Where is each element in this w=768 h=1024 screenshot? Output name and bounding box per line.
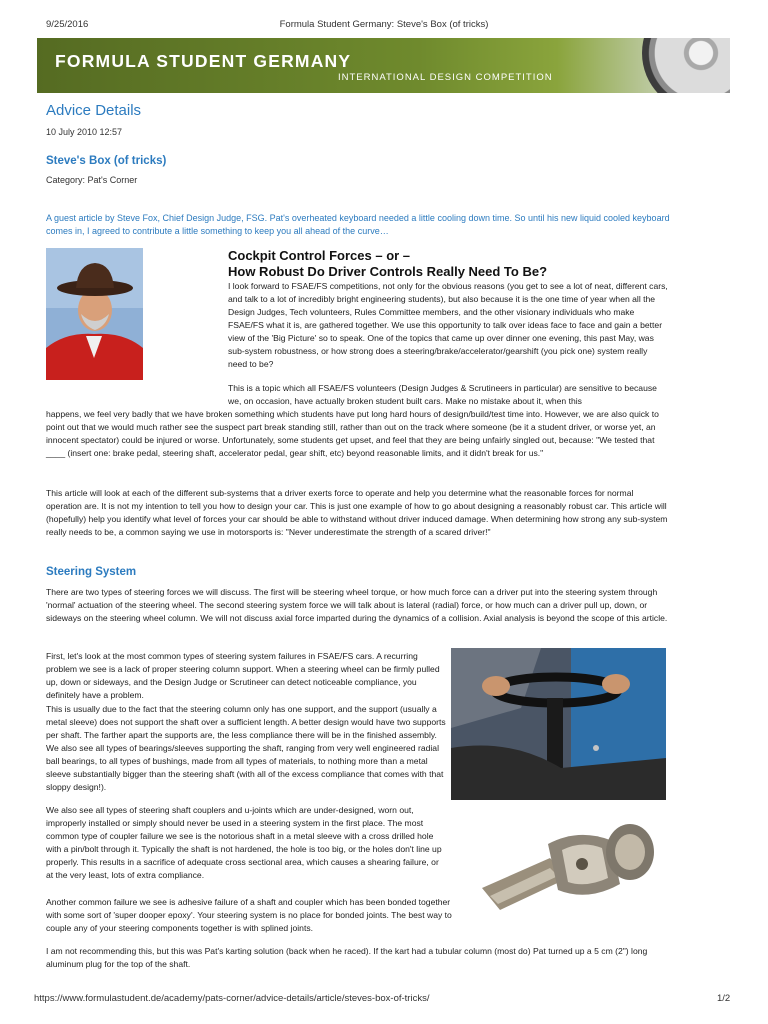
paragraph-4: There are two types of steering forces we will discuss. The first will be steering wheel torque, or how much force can a driver put into the steering system through 'normal' actuation of the steering wheel. The second steering system force we will talk about is lateral (radial) force, or how much can a driver pull up, down, or sideways on the steering wheel column. We will not discuss axial force imparted during the dynamics of a collision. Axial analysis is beyond the scope of this article. — [46, 587, 668, 623]
section-title: Advice Details — [46, 102, 142, 119]
heading-line-2: How Robust Do Driver Controls Really Need To Be? — [228, 264, 548, 279]
paragraph-6: This is usually due to the fact that the steering column only has one support, and the support (usually a metal sleeve) does not support the shaft over a sufficient length. A better design would have two supports per shaft. The farther apart the supports are, the less compliance there will be in the finished assembly. We also see all types of bearings/sleeves supporting the shaft, ranging from very well engineered radial ball bearings, to all types of bushings, made from all types of materials, to nothing more than a metal sleeve substantially bigger than the steering shaft (with all of the excess compliance that comes with that sloppy design!). — [46, 704, 446, 792]
steering-system-title: Steering System — [46, 566, 137, 578]
paragraph-5: First, let's look at the most common types of steering system failures in FSAE/FS cars. A recurring problem we see is a lack of proper steering column support. When a steering wheel can be firmly pulled up, down or sideways, and the Design Judge or Scrutineer can detect noticeable compliance, you definitely have a problem. — [46, 651, 440, 700]
banner-title: FORMULA STUDENT GERMANY — [55, 51, 352, 71]
article-date: 10 July 2010 12:57 — [46, 127, 123, 137]
steering-wheel-photo — [451, 648, 666, 800]
article-intro: A guest article by Steve Fox, Chief Design Judge, FSG. Pat's overheated keyboard needed a little cooling down time. So until his new liquid cooled keyboard comes in, I agreed to contribute a little something to keep you all ahead of the curve… — [46, 213, 670, 236]
print-url[interactable]: https://www.formulastudent.de/academy/pats-corner/advice-details/article/steves-box-of-tricks/ — [34, 993, 430, 1004]
author-photo — [46, 248, 143, 380]
wheel-graphic — [642, 38, 730, 93]
paragraph-9: I am not recommending this, but this was Pat's karting solution (back when he raced). If the kart had a tubular column (most do) Pat turned up a 5 cm (2") long aluminum plug for the top of the shaft. — [46, 946, 648, 969]
site-banner[interactable] — [37, 38, 730, 93]
paragraph-2-tail: happens, we feel very badly that we have broken something which students have put long hard hours of design/build/test time into. However, we are also quick to point out that we would much rather see the suspect part break standing still, rather than out on the track where someone (be it a student driver, or worse yet, an innocent spectator) could be injured or worse. Unfortunately, some students get upset, and feel that they are being unfairly singled out, because: "We tested that ____ (insert one: brake pedal, steering shaft, accelerator pedal, gear shift, etc) beyond reasonable limits, and it didn't break for us." — [46, 409, 659, 458]
heading-line-1: Cockpit Control Forces – or – — [228, 248, 411, 263]
print-date: 9/25/2016 — [46, 19, 89, 30]
coupler-photo — [470, 806, 666, 932]
paragraph-7: We also see all types of steering shaft couplers and u-joints which are under-designed, worn out, improperly installed or simply should never be used in a steering system in the first place. The most common type of coupler failure we see is the notorious shaft in a metal sleeve with a cross drilled hole with a pin/bolt through it. Typically the shaft is not hardened, the hole is too big, or the holes don't line up properly. This results in a sacrifice of adequate cross sectional area, which causes a shearing failure, or at the very least, lots of extra compliance. — [46, 805, 442, 880]
article-title[interactable]: Steve's Box (of tricks) — [46, 155, 167, 167]
paragraph-3: This article will look at each of the different sub-systems that a driver exerts force to operate and help you determine what the reasonable forces for normal operation are. It is not my intention to tell you how to design your car. This is just one example of how to go about designing a reasonably robust car. This article will (hopefully) help you identify what level of forces your car should be able to withstand without driver induced damage. When determining how strong any sub-system really needs to be, a common saying we use in motorsports is: "Never underestimate the strength of a scared driver!" — [46, 488, 668, 537]
paragraph-8: Another common failure we see is adhesive failure of a shaft and coupler which has been bonded together with some sort of 'super dooper epoxy'. Your steering system is no place for bonded joints. The best way to couple any of your steering components together is with splined joints. — [46, 897, 452, 933]
print-title: Formula Student Germany: Steve's Box (of tricks) — [279, 19, 489, 30]
article-category: Category: Pat's Corner — [46, 175, 138, 185]
banner-subtitle: INTERNATIONAL DESIGN COMPETITION — [338, 72, 553, 83]
page-number: 1/2 — [717, 993, 731, 1004]
paragraph-2-head: This is a topic which all FSAE/FS volunteers (Design Judges & Scrutineers in particular) are sensitive to because we, on occasion, have actually broken student built cars. Make no mistake about it, when this — [228, 383, 657, 406]
paragraph-1: I look forward to FSAE/FS competitions, not only for the obvious reasons (you get to see a lot of neat, different cars, and talk to a lot of incredibly bright engineering students), but also because it is the one time of year when all the Design Judges, Tech volunteers, Rules Committee members, and the other visionary individuals who make FSAE/FS what it is, are gathered together. We use this opportunity to talk over ideas face to face and gain a better view of the 'Big Picture' so to speak. One of the topics that came up over dinner one evening, this past May, was sub-system robustness, or how strong does a steering/brake/accelerator/gearshift (you pick one) system really need to be? — [228, 281, 668, 369]
